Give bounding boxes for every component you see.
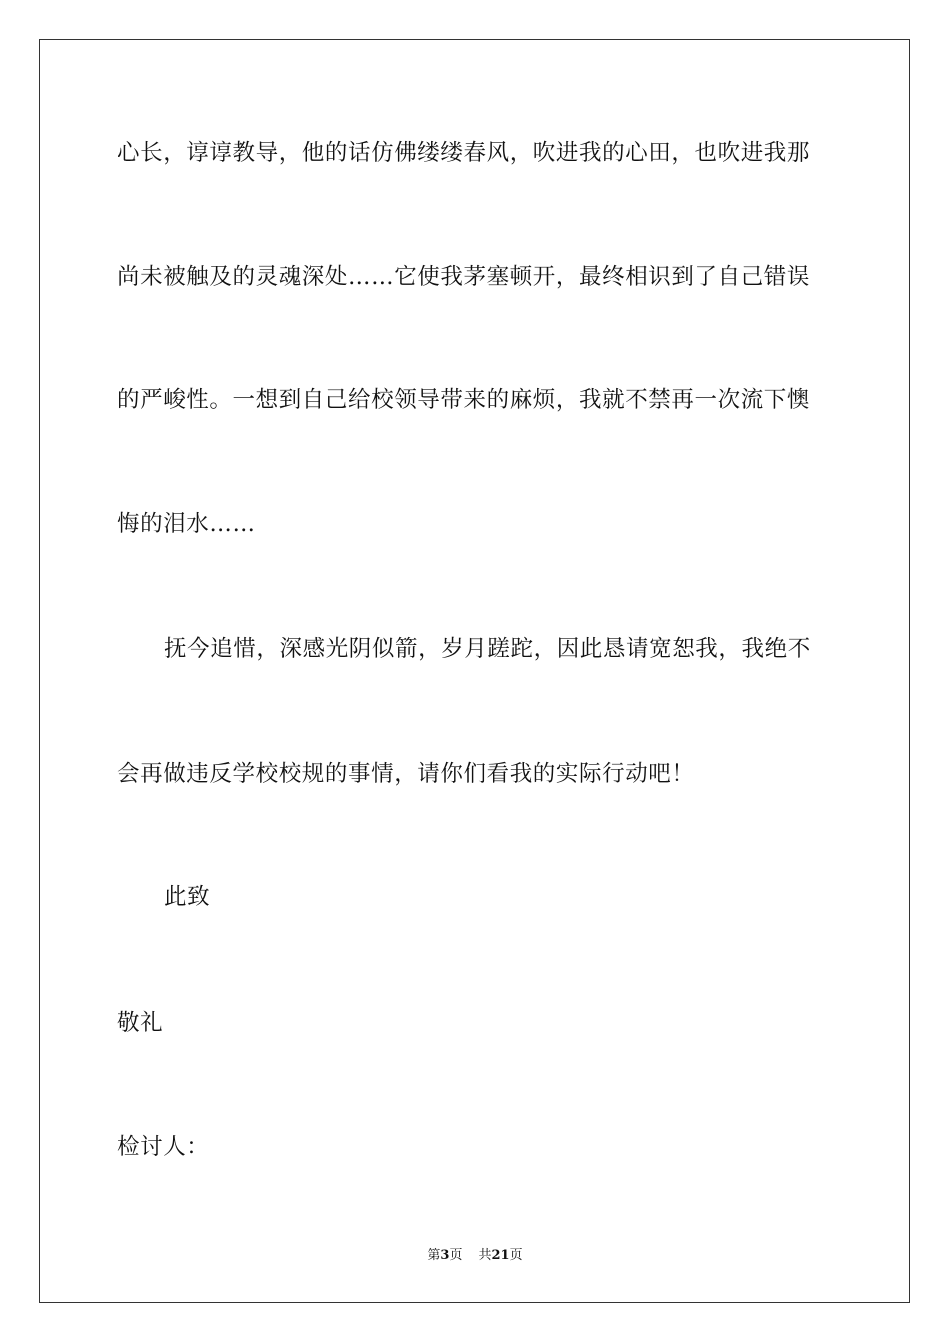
total-suffix: 页: [509, 1248, 523, 1263]
signature-label: 检讨人：: [117, 1134, 210, 1160]
page-suffix: 页: [449, 1248, 463, 1263]
closing-salutation: 此致: [164, 884, 211, 910]
closing-regards: 敬礼: [117, 1010, 164, 1036]
page-border: [39, 39, 910, 1303]
body-line-1: 心长，谆谆教导，他的话仿佛缕缕春风，吹进我的心田，也吹进我那: [117, 140, 811, 166]
body-line-2: 尚未被触及的灵魂深处……它使我茅塞顿开，最终相识到了自己错误: [117, 264, 811, 290]
total-pages: 21: [491, 1248, 510, 1263]
page-footer: [0, 1247, 950, 1265]
page-prefix: 第: [427, 1248, 441, 1263]
body-line-3: 的严峻性。一想到自己给校领导带来的麻烦，我就不禁再一次流下懊: [117, 387, 811, 413]
body-line-5: 抚今追惜，深感光阴似箭，岁月蹉跎，因此恳请宽恕我，我绝不: [164, 636, 811, 662]
page-number: 3: [440, 1248, 450, 1263]
total-prefix: 共: [478, 1248, 492, 1263]
body-line-6: 会再做违反学校校规的事情，请你们看我的实际行动吧！: [117, 761, 695, 787]
body-line-4: 悔的泪水……: [117, 511, 256, 537]
